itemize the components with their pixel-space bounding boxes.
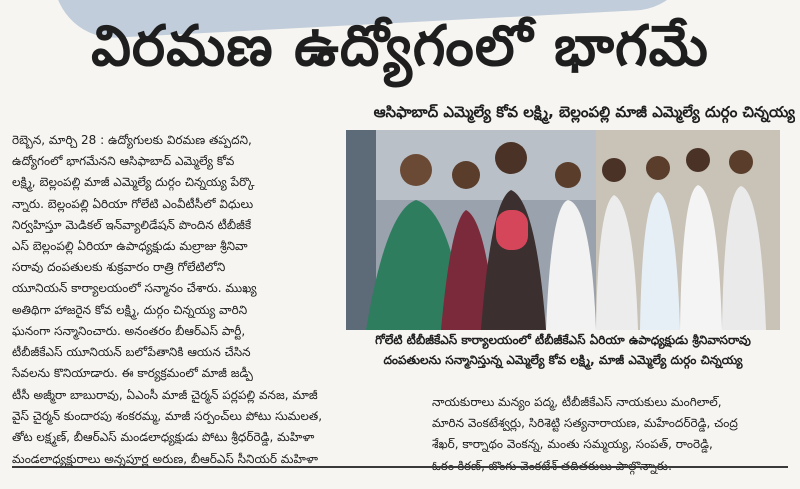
article-line: టీసీ అజ్మీరా బాబురావు, ఏఎంసీ మాజీ చైర్మన్ పర్లపల్లి వనజ, మాజీ bbox=[12, 388, 318, 402]
article-column-left-continued bbox=[12, 321, 342, 385]
news-photo bbox=[346, 130, 780, 330]
article-line: ఉద్యోగంలో భాగమేనని ఆసిఫాబాద్ ఎమ్మెల్యే కోవ bbox=[12, 154, 235, 169]
article-line: సరావు దంపతులకు శుక్రవారం రాత్రి గోలేటిలోని bbox=[12, 260, 226, 275]
article-line: మండలాధ్యక్షురాలు అన్నపూర్ణ అరుణ, బీఆర్ఎస్ సీనియర్ మహిళా bbox=[12, 451, 319, 466]
subheadline: ఆసిఫాబాద్ ఎమ్మెల్యే కోవ లక్ష్మి, బెల్లంపల్లి మాజీ ఎమ్మెల్యే దుర్గం చిన్నయ్య bbox=[373, 103, 795, 121]
article-column-bottom-left bbox=[12, 385, 430, 470]
article-line: ఘనంగా సన్మానించారు. అనంతరం బీఆర్ఎస్ పార్టీ, bbox=[12, 324, 246, 338]
article-line: రెబ్బెన, మార్చి 28 : ఉద్యోగులకు విరమణ తప్పదని, bbox=[12, 133, 252, 147]
article-line: లక్ష్మి, బెల్లంపల్లి మాజీ ఎమ్మెల్యే దుర్గం చిన్నయ్య పేర్కొ bbox=[12, 175, 255, 190]
article-line: తోట లక్ష్మణ్, బీఆర్ఎస్ మండలాధ్యక్షుడు పోటు శ్రీధర్‌రెడ్డి, మహిళా bbox=[12, 430, 315, 445]
caption-line: దంపతులను సన్మానిస్తున్న ఎమ్మెల్యే కోవ లక్ష్మి, మాజీ ఎమ్మెల్యే దుర్గం చిన్నయ్య bbox=[383, 353, 743, 367]
bottom-divider bbox=[12, 466, 788, 468]
photo-caption bbox=[346, 330, 780, 370]
article-line: శేఖర్, కార్నాథం వెంకన్న, మంతు సమ్మయ్య, సంపత్, రాంరెడ్డి, bbox=[432, 437, 713, 452]
article-line: నాయకురాలు మన్యం పద్మ, టీబీజీకేఎస్ నాయకులు మంగిలాల్, bbox=[432, 395, 722, 409]
article-line: యూనియన్ కార్యాలయంలో సన్మానం చేశారు. ముఖ్య bbox=[12, 281, 257, 296]
article-line: సేవలను కొనియాడారు. ఈ కార్యక్రమంలో మాజీ జడ్పీ bbox=[12, 366, 253, 381]
headline: విరమణ ఉద్యోగంలో భాగమే bbox=[91, 14, 709, 79]
article-line: టీబీజీకేఎస్ యూనియన్ బలోపేతానికి ఆయన చేసిన bbox=[12, 345, 251, 360]
article-line: వైస్ చైర్మన్ కుందారపు శంకరమ్మ, మాజీ సర్పంచ్‌లు పోటు సుమలత, bbox=[12, 409, 323, 424]
article-line: ఎస్ బెల్లంపల్లి ఏరియా ఉపాధ్యక్షుడు మల్రాజు శ్రీనివా bbox=[12, 239, 248, 254]
article-line: మారిన వెంకటేశ్వర్లు, సిరిశెట్టి సత్యనారాయణ, మహేందర్‌రెడ్డి, చంద్ర bbox=[432, 416, 738, 431]
article-line: అతిథిగా హాజరైన కోవ లక్ష్మి, దుర్గం చిన్నయ్య వారిని bbox=[12, 302, 248, 317]
article-line: న్నారు. బెల్లంపల్లి ఏరియా గోలేటి ఎంవీటీసీలో విధులు bbox=[12, 196, 254, 211]
caption-line: గోలేటి టీబీజీకేఎస్ కార్యాలయంలో టీబీజీకేఎస్ ఏరియా ఉపాధ్యక్షుడు శ్రీనివాసరావు bbox=[375, 333, 751, 347]
article-line: నిర్వహిస్తూ మెడికల్ ఇన్‌వ్యాలిడేషన్ పొందిన టీబీజీకే bbox=[12, 217, 252, 232]
article-column-left bbox=[12, 130, 342, 321]
article-column-bottom-right bbox=[432, 392, 792, 477]
photo-illustration bbox=[346, 130, 780, 330]
